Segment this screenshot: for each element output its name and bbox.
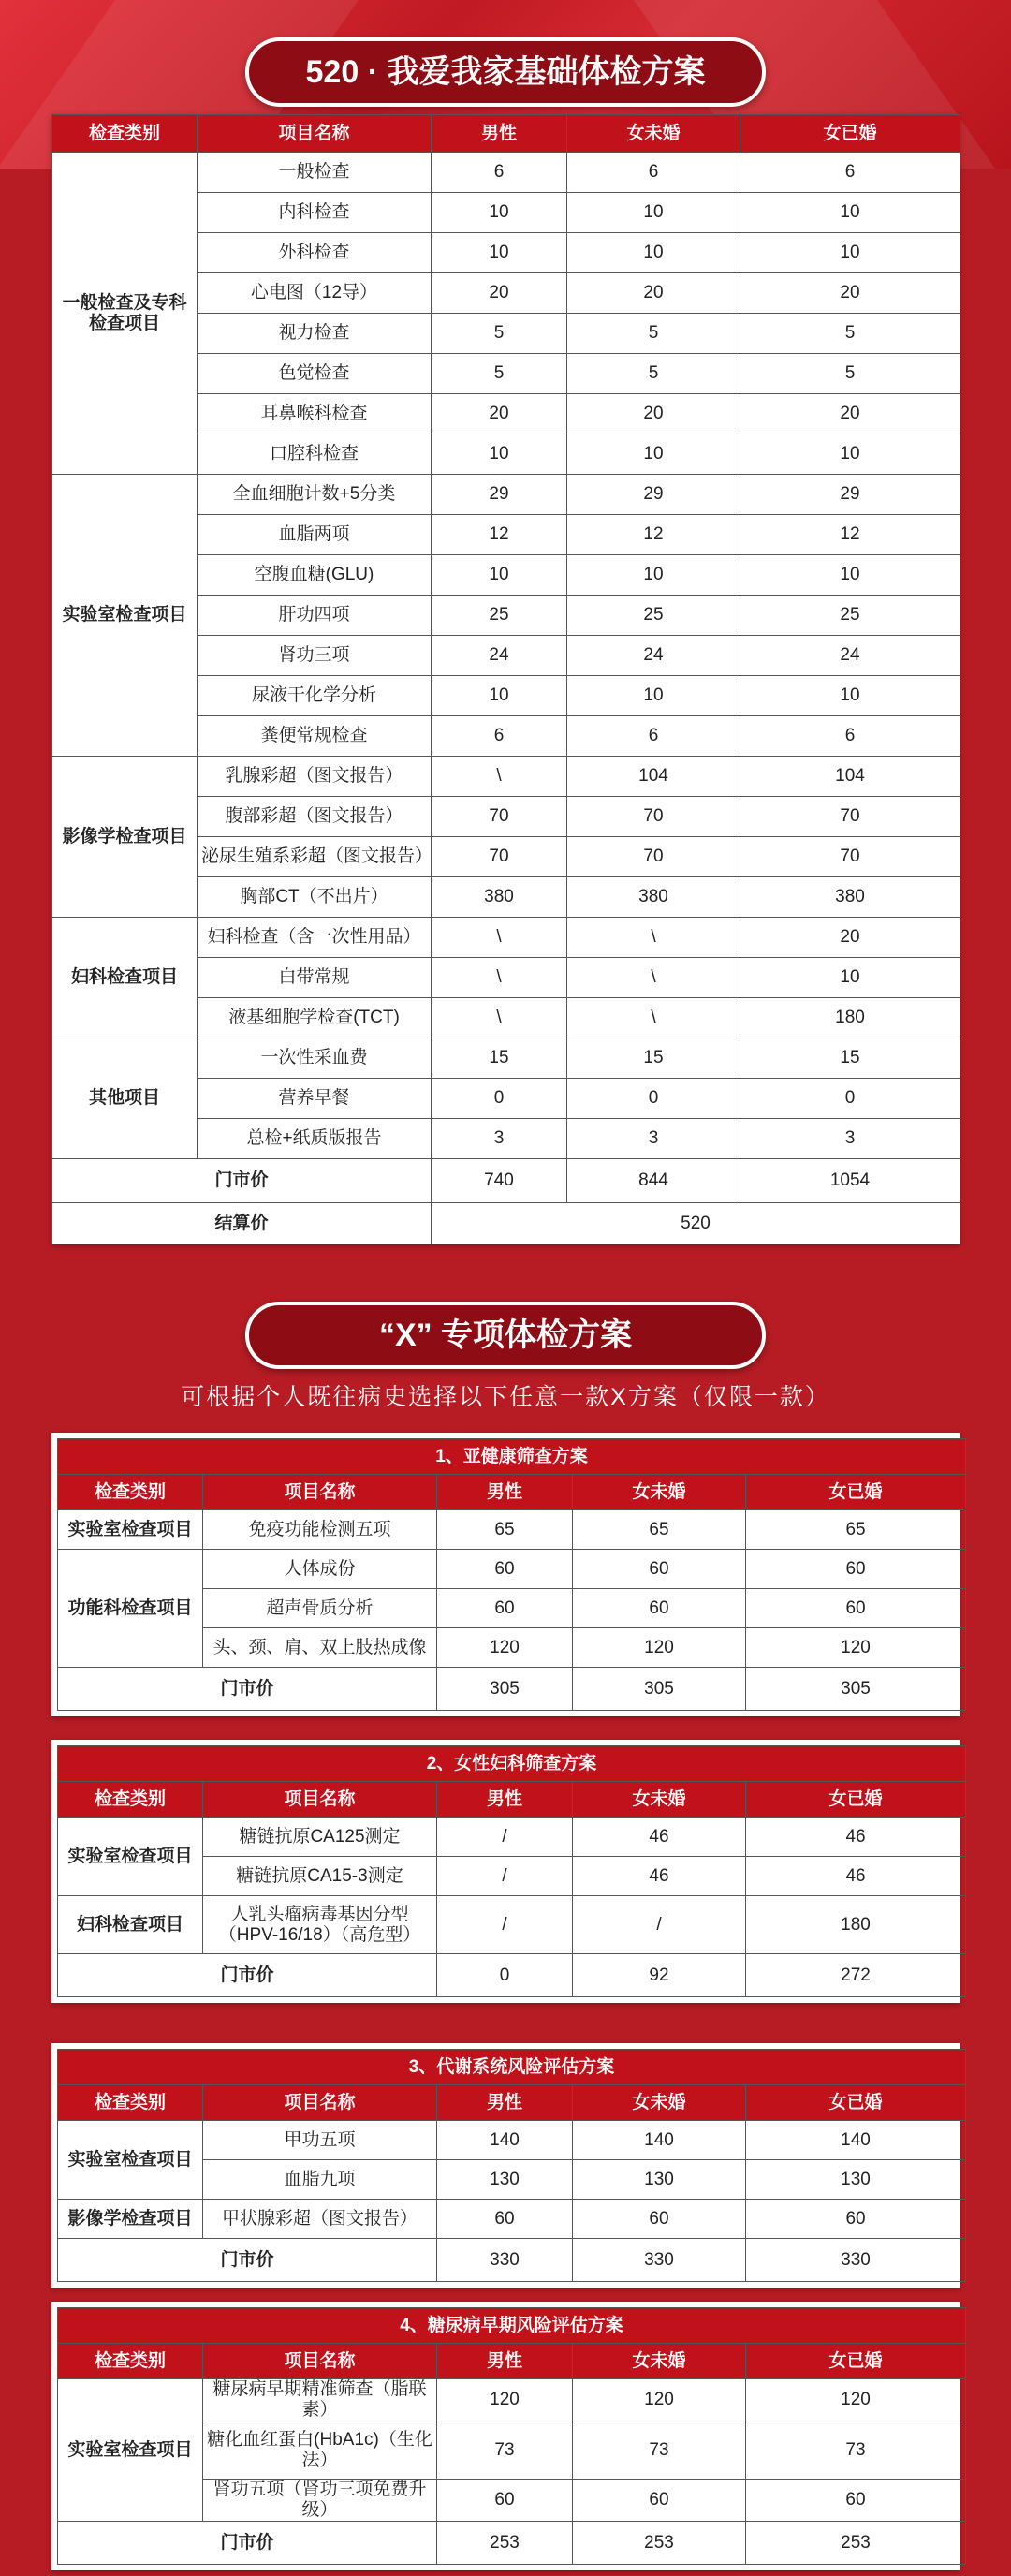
retail-price-male: 330 <box>437 2239 573 2282</box>
male-price-cell: 60 <box>437 2200 573 2239</box>
female-married-price-cell: 65 <box>746 1510 966 1550</box>
page-title: 520 · 我爱我家基础体检方案 <box>245 37 766 107</box>
female-single-price-cell: 46 <box>573 1857 746 1896</box>
retail-price-row <box>58 2522 966 2565</box>
male-price-cell: 130 <box>437 2160 573 2200</box>
female-single-price-cell: 60 <box>573 2480 746 2522</box>
item-name-cell: 一次性采血费 <box>198 1038 432 1079</box>
female-single-price-cell: 73 <box>573 2421 746 2480</box>
retail-price-label: 门市价 <box>58 2522 437 2565</box>
female-single-price-cell: 6 <box>567 153 740 193</box>
category-cell: 其他项目 <box>52 1038 198 1159</box>
x-plan-card-1 <box>51 1433 960 1716</box>
x-plan-card-2 <box>51 1740 960 2003</box>
female-single-price-cell: 5 <box>567 314 740 354</box>
retail-price-female-single: 844 <box>567 1159 740 1203</box>
male-price-cell: 70 <box>432 837 567 877</box>
male-price-cell: 140 <box>437 2121 573 2160</box>
male-price-cell: \ <box>432 757 567 797</box>
x-plan-table <box>57 1438 966 1711</box>
male-price-cell: 3 <box>432 1119 567 1159</box>
female-married-price-cell: 15 <box>740 1038 960 1079</box>
category-cell: 功能科检查项目 <box>58 1550 203 1668</box>
female-married-price-cell: 180 <box>740 998 960 1038</box>
retail-price-male: 253 <box>437 2522 573 2565</box>
female-single-price-cell: / <box>573 1896 746 1954</box>
header-row <box>58 2085 966 2121</box>
x-plan-table <box>57 2307 966 2565</box>
female-married-price-cell: 10 <box>740 193 960 233</box>
male-price-cell: 6 <box>432 153 567 193</box>
header-item: 项目名称 <box>198 115 432 153</box>
retail-price-row <box>58 1954 966 1997</box>
header-female-married: 女已婚 <box>746 1475 966 1510</box>
item-name-cell: 甲功五项 <box>203 2121 437 2160</box>
female-single-price-cell: 3 <box>567 1119 740 1159</box>
female-married-price-cell: 70 <box>740 797 960 837</box>
retail-price-label: 门市价 <box>58 1954 437 1997</box>
male-price-cell: / <box>437 1818 573 1857</box>
female-married-price-cell: 20 <box>740 918 960 958</box>
female-married-price-cell: 10 <box>740 555 960 596</box>
category-cell: 影像学检查项目 <box>52 757 198 918</box>
header-item: 项目名称 <box>203 1475 437 1510</box>
female-single-price-cell: 5 <box>567 354 740 394</box>
table-row <box>52 757 960 797</box>
item-name-cell: 肝功四项 <box>198 596 432 636</box>
female-married-price-cell: 10 <box>740 233 960 273</box>
male-price-cell: 60 <box>437 1550 573 1589</box>
male-price-cell: 6 <box>432 716 567 757</box>
retail-price-label: 门市价 <box>52 1159 432 1203</box>
item-name-cell: 人体成份 <box>203 1550 437 1589</box>
female-married-price-cell: 130 <box>746 2160 966 2200</box>
female-married-price-cell: 10 <box>740 434 960 475</box>
male-price-cell: 10 <box>432 434 567 475</box>
item-name-cell: 胸部CT（不出片） <box>198 877 432 918</box>
x-plan-table <box>57 2049 966 2282</box>
female-single-price-cell: 10 <box>567 676 740 716</box>
male-price-cell: 10 <box>432 233 567 273</box>
header-male: 男性 <box>437 2344 573 2379</box>
male-price-cell: / <box>437 1896 573 1954</box>
item-name-cell: 营养早餐 <box>198 1079 432 1119</box>
header-item: 项目名称 <box>203 2085 437 2121</box>
retail-price-female-married: 330 <box>746 2239 966 2282</box>
item-name-cell: 耳鼻喉科检查 <box>198 394 432 434</box>
plan-title-row <box>58 1746 966 1782</box>
female-single-price-cell: 60 <box>573 1589 746 1628</box>
item-name-cell: 血脂九项 <box>203 2160 437 2200</box>
female-married-price-cell: 46 <box>746 1818 966 1857</box>
item-name-cell: 粪便常规检查 <box>198 716 432 757</box>
plan-title: 3、代谢系统风险评估方案 <box>58 2050 966 2085</box>
header-female-married: 女已婚 <box>746 2085 966 2121</box>
male-price-cell: 380 <box>432 877 567 918</box>
item-name-cell: 免疫功能检测五项 <box>203 1510 437 1550</box>
male-price-cell: 70 <box>432 797 567 837</box>
category-cell: 妇科检查项目 <box>52 918 198 1038</box>
item-name-cell: 泌尿生殖系彩超（图文报告） <box>198 837 432 877</box>
table-row <box>58 2379 966 2421</box>
female-married-price-cell: 20 <box>740 273 960 314</box>
female-married-price-cell: 120 <box>746 1628 966 1668</box>
header-female-married: 女已婚 <box>740 115 960 153</box>
retail-price-female-married: 305 <box>746 1668 966 1711</box>
item-name-cell: 妇科检查（含一次性用品） <box>198 918 432 958</box>
item-name-cell: 肾功三项 <box>198 636 432 676</box>
female-single-price-cell: 29 <box>567 475 740 515</box>
male-price-cell: 73 <box>437 2421 573 2480</box>
male-price-cell: 65 <box>437 1510 573 1550</box>
female-single-price-cell: 10 <box>567 193 740 233</box>
male-price-cell: 15 <box>432 1038 567 1079</box>
retail-price-label: 门市价 <box>58 2239 437 2282</box>
header-category: 检查类别 <box>58 2085 203 2121</box>
item-name-cell: 色觉检查 <box>198 354 432 394</box>
plan-title-row <box>58 2050 966 2085</box>
male-price-cell: 5 <box>432 354 567 394</box>
base-plan-table <box>51 114 960 1244</box>
item-name-cell: 头、颈、肩、双上肢热成像 <box>203 1628 437 1668</box>
header-row <box>52 115 960 153</box>
female-single-price-cell: 104 <box>567 757 740 797</box>
female-married-price-cell: 140 <box>746 2121 966 2160</box>
female-married-price-cell: 70 <box>740 837 960 877</box>
female-married-price-cell: 29 <box>740 475 960 515</box>
female-single-price-cell: 70 <box>567 837 740 877</box>
x-plan-title: “X” 专项体检方案 <box>245 1302 766 1369</box>
female-single-price-cell: 65 <box>573 1510 746 1550</box>
item-name-cell: 外科检查 <box>198 233 432 273</box>
category-cell: 实验室检查项目 <box>58 2121 203 2200</box>
female-married-price-cell: 104 <box>740 757 960 797</box>
male-price-cell: 120 <box>437 1628 573 1668</box>
header-female-single: 女未婚 <box>573 2344 746 2379</box>
male-price-cell: \ <box>432 918 567 958</box>
header-female-single: 女未婚 <box>573 1782 746 1818</box>
female-single-price-cell: 0 <box>567 1079 740 1119</box>
male-price-cell: 60 <box>437 1589 573 1628</box>
female-single-price-cell: 10 <box>567 233 740 273</box>
male-price-cell: 12 <box>432 515 567 555</box>
header-category: 检查类别 <box>58 2344 203 2379</box>
header-male: 男性 <box>432 115 567 153</box>
female-married-price-cell: 60 <box>746 2200 966 2239</box>
item-name-cell: 尿液干化学分析 <box>198 676 432 716</box>
retail-price-male: 740 <box>432 1159 567 1203</box>
header-male: 男性 <box>437 1782 573 1818</box>
female-married-price-cell: 6 <box>740 716 960 757</box>
female-single-price-cell: 10 <box>567 434 740 475</box>
female-single-price-cell: \ <box>567 958 740 998</box>
item-name-cell: 内科检查 <box>198 193 432 233</box>
female-married-price-cell: 12 <box>740 515 960 555</box>
male-price-cell: 0 <box>432 1079 567 1119</box>
male-price-cell: 20 <box>432 273 567 314</box>
header-female-married: 女已婚 <box>746 2344 966 2379</box>
header-male: 男性 <box>437 2085 573 2121</box>
retail-price-female-married: 253 <box>746 2522 966 2565</box>
male-price-cell: 5 <box>432 314 567 354</box>
retail-price-row <box>58 1668 966 1711</box>
retail-price-label: 门市价 <box>58 1668 437 1711</box>
female-single-price-cell: \ <box>567 918 740 958</box>
item-name-cell: 血脂两项 <box>198 515 432 555</box>
item-name-cell: 糖链抗原CA15-3测定 <box>203 1857 437 1896</box>
item-name-cell: 心电图（12导） <box>198 273 432 314</box>
male-price-cell: 25 <box>432 596 567 636</box>
table-row <box>52 475 960 515</box>
header-female-single: 女未婚 <box>567 115 740 153</box>
male-price-cell: \ <box>432 958 567 998</box>
female-married-price-cell: 180 <box>746 1896 966 1954</box>
male-price-cell: 29 <box>432 475 567 515</box>
header-female-married: 女已婚 <box>746 1782 966 1818</box>
table-row <box>52 918 960 958</box>
header-category: 检查类别 <box>58 1782 203 1818</box>
male-price-cell: 10 <box>432 193 567 233</box>
category-cell: 一般检查及专科检查项目 <box>52 153 198 475</box>
retail-price-female-single: 92 <box>573 1954 746 1997</box>
header-female-single: 女未婚 <box>573 1475 746 1510</box>
plan-title: 1、亚健康筛查方案 <box>58 1439 966 1475</box>
female-married-price-cell: 380 <box>740 877 960 918</box>
female-single-price-cell: 60 <box>573 1550 746 1589</box>
item-name-cell: 超声骨质分析 <box>203 1589 437 1628</box>
plan-title: 4、糖尿病早期风险评估方案 <box>58 2308 966 2344</box>
retail-price-male: 305 <box>437 1668 573 1711</box>
header-item: 项目名称 <box>203 2344 437 2379</box>
item-name-cell: 空腹血糖(GLU) <box>198 555 432 596</box>
x-plan-subtitle: 可根据个人既往病史选择以下任意一款X方案（仅限一款） <box>181 1384 830 1410</box>
item-name-cell: 白带常规 <box>198 958 432 998</box>
female-single-price-cell: 25 <box>567 596 740 636</box>
female-single-price-cell: 20 <box>567 394 740 434</box>
male-price-cell: 10 <box>432 676 567 716</box>
header-row <box>58 2344 966 2379</box>
female-single-price-cell: \ <box>567 998 740 1038</box>
female-married-price-cell: 5 <box>740 314 960 354</box>
female-married-price-cell: 3 <box>740 1119 960 1159</box>
female-single-price-cell: 10 <box>567 555 740 596</box>
female-single-price-cell: 120 <box>573 1628 746 1668</box>
retail-price-female-married: 1054 <box>740 1159 960 1203</box>
header-female-single: 女未婚 <box>573 2085 746 2121</box>
female-married-price-cell: 60 <box>746 1589 966 1628</box>
female-single-price-cell: 130 <box>573 2160 746 2200</box>
base-plan-table-card <box>51 114 960 1244</box>
header-category: 检查类别 <box>52 115 198 153</box>
item-name-cell: 甲状腺彩超（图文报告） <box>203 2200 437 2239</box>
item-name-cell: 液基细胞学检查(TCT) <box>198 998 432 1038</box>
female-single-price-cell: 140 <box>573 2121 746 2160</box>
x-plan-table <box>57 1745 966 1997</box>
category-cell: 实验室检查项目 <box>58 1818 203 1896</box>
female-married-price-cell: 0 <box>740 1079 960 1119</box>
female-married-price-cell: 20 <box>740 394 960 434</box>
retail-price-female-single: 253 <box>573 2522 746 2565</box>
female-married-price-cell: 73 <box>746 2421 966 2480</box>
male-price-cell: / <box>437 1857 573 1896</box>
retail-price-row <box>58 2239 966 2282</box>
header-row <box>58 1782 966 1818</box>
retail-price-female-married: 272 <box>746 1954 966 1997</box>
item-name-cell: 一般检查 <box>198 153 432 193</box>
item-name-cell: 乳腺彩超（图文报告） <box>198 757 432 797</box>
header-category: 检查类别 <box>58 1475 203 1510</box>
female-married-price-cell: 60 <box>746 1550 966 1589</box>
female-single-price-cell: 70 <box>567 797 740 837</box>
female-single-price-cell: 15 <box>567 1038 740 1079</box>
female-single-price-cell: 60 <box>573 2200 746 2239</box>
female-single-price-cell: 6 <box>567 716 740 757</box>
retail-price-row <box>52 1159 960 1203</box>
item-name-cell: 糖链抗原CA125测定 <box>203 1818 437 1857</box>
item-name-cell: 总检+纸质版报告 <box>198 1119 432 1159</box>
table-row <box>58 1510 966 1550</box>
x-plan-card-3 <box>51 2043 960 2288</box>
male-price-cell: 120 <box>437 2379 573 2421</box>
category-cell: 影像学检查项目 <box>58 2200 203 2239</box>
female-single-price-cell: 120 <box>573 2379 746 2421</box>
table-row <box>58 1550 966 1589</box>
header-male: 男性 <box>437 1475 573 1510</box>
male-price-cell: 24 <box>432 636 567 676</box>
plan-title-row <box>58 2308 966 2344</box>
category-cell: 妇科检查项目 <box>58 1896 203 1954</box>
settlement-price-value: 520 <box>432 1203 960 1244</box>
female-married-price-cell: 25 <box>740 596 960 636</box>
settlement-price-row <box>52 1203 960 1244</box>
table-row <box>58 2200 966 2239</box>
table-row <box>58 1818 966 1857</box>
female-married-price-cell: 5 <box>740 354 960 394</box>
category-cell: 实验室检查项目 <box>58 2379 203 2522</box>
table-row <box>58 1896 966 1954</box>
male-price-cell: \ <box>432 998 567 1038</box>
item-name-cell: 全血细胞计数+5分类 <box>198 475 432 515</box>
table-row <box>58 2121 966 2160</box>
female-single-price-cell: 12 <box>567 515 740 555</box>
female-married-price-cell: 24 <box>740 636 960 676</box>
female-married-price-cell: 120 <box>746 2379 966 2421</box>
male-price-cell: 20 <box>432 394 567 434</box>
category-cell: 实验室检查项目 <box>58 1510 203 1550</box>
category-cell: 实验室检查项目 <box>52 475 198 757</box>
female-married-price-cell: 46 <box>746 1857 966 1896</box>
female-single-price-cell: 380 <box>567 877 740 918</box>
settlement-price-label: 结算价 <box>52 1203 432 1244</box>
item-name-cell: 糖化血红蛋白(HbA1c)（生化法） <box>203 2421 437 2480</box>
female-single-price-cell: 20 <box>567 273 740 314</box>
item-name-cell: 肾功五项（肾功三项免费升级） <box>203 2480 437 2522</box>
plan-title-row <box>58 1439 966 1475</box>
x-plan-card-4 <box>51 2302 960 2570</box>
item-name-cell: 口腔科检查 <box>198 434 432 475</box>
male-price-cell: 10 <box>432 555 567 596</box>
female-married-price-cell: 60 <box>746 2480 966 2522</box>
retail-price-female-single: 330 <box>573 2239 746 2282</box>
item-name-cell: 视力检查 <box>198 314 432 354</box>
table-row <box>52 1038 960 1079</box>
male-price-cell: 60 <box>437 2480 573 2522</box>
item-name-cell: 腹部彩超（图文报告） <box>198 797 432 837</box>
female-single-price-cell: 24 <box>567 636 740 676</box>
item-name-cell: 人乳头瘤病毒基因分型（HPV-16/18）（高危型） <box>203 1896 437 1954</box>
header-row <box>58 1475 966 1510</box>
retail-price-female-single: 305 <box>573 1668 746 1711</box>
female-married-price-cell: 10 <box>740 676 960 716</box>
female-married-price-cell: 10 <box>740 958 960 998</box>
table-row <box>52 153 960 193</box>
retail-price-male: 0 <box>437 1954 573 1997</box>
header-item: 项目名称 <box>203 1782 437 1818</box>
item-name-cell: 糖尿病早期精准筛查（脂联素） <box>203 2379 437 2421</box>
female-married-price-cell: 6 <box>740 153 960 193</box>
female-single-price-cell: 46 <box>573 1818 746 1857</box>
plan-title: 2、女性妇科筛查方案 <box>58 1746 966 1782</box>
